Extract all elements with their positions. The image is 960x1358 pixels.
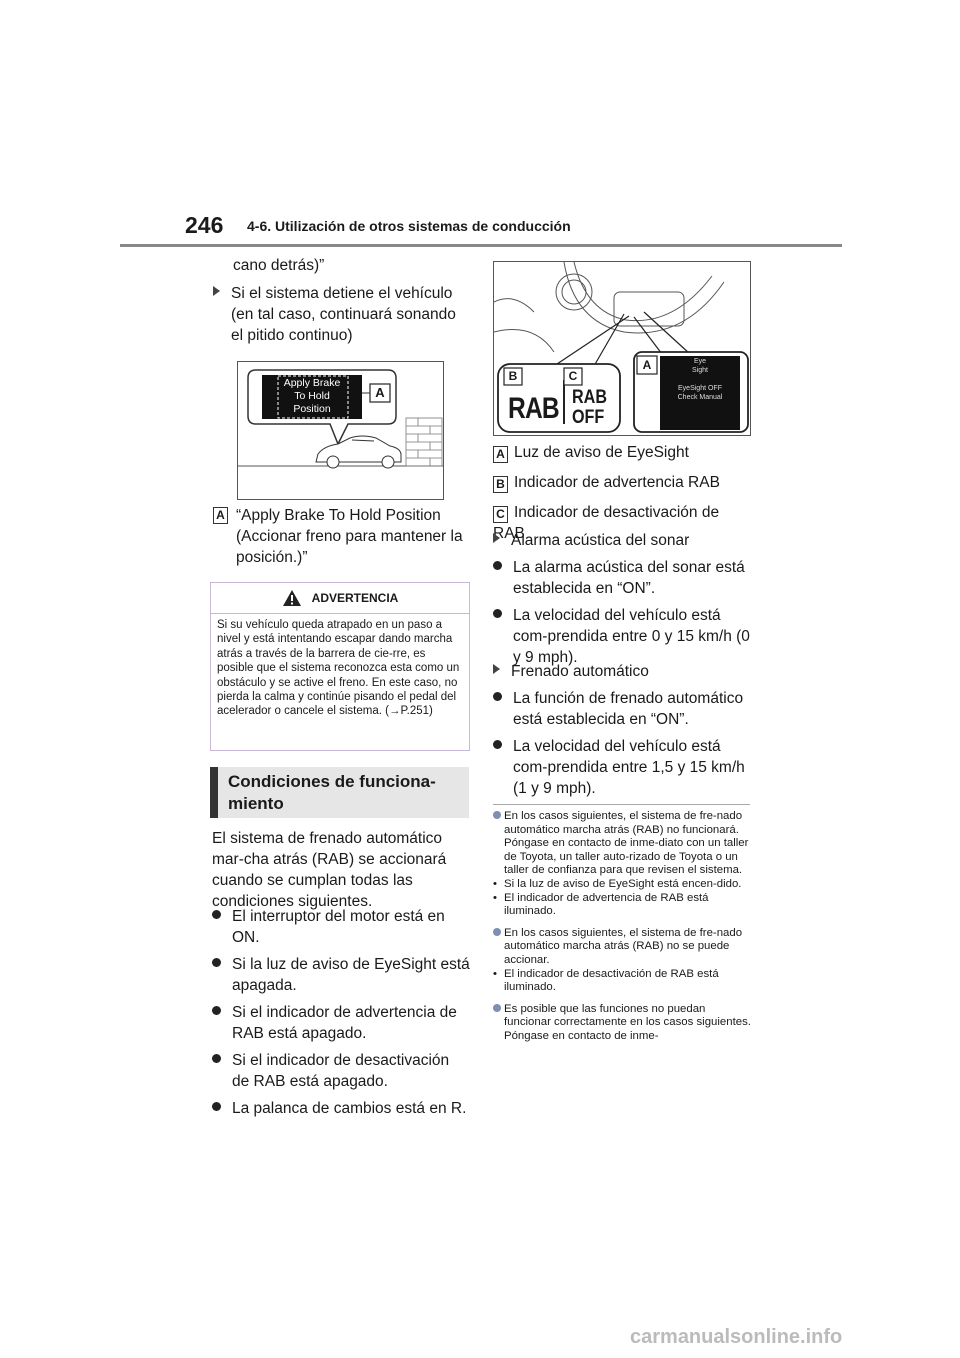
note-bullet-icon xyxy=(493,811,501,819)
display-message: Apply Brake To Hold Position xyxy=(283,377,341,415)
list-item: Si el indicador de advertencia de RAB está apagado. xyxy=(212,1002,470,1044)
list-item: La velocidad del vehículo está com-prendida entre 0 y 15 km/h (0 y 9 mph). xyxy=(493,605,751,668)
triangle-bullet-icon xyxy=(493,664,500,674)
bullet-stop: Si el sistema detiene el vehículo (en tal caso, continuará sonando el pitido continuo) xyxy=(213,283,468,346)
brake-section xyxy=(493,661,751,799)
figure-apply-brake xyxy=(237,361,444,500)
bullet-icon xyxy=(493,561,502,570)
note-bullet-icon xyxy=(493,928,501,936)
callout-a2: A xyxy=(642,358,652,372)
conditions-list xyxy=(212,906,470,1119)
bullet-icon xyxy=(493,692,502,701)
wall-icon xyxy=(406,418,442,466)
car-icon xyxy=(316,436,401,468)
list-item: El interruptor del motor está en ON. xyxy=(212,906,470,948)
bullet-icon xyxy=(212,958,221,967)
watermark: carmanualsonline.info xyxy=(630,1326,843,1348)
figure-dashboard xyxy=(493,261,751,436)
triangle-bullet-icon xyxy=(213,286,220,296)
list-item: Si el indicador de desactivación de RAB está apagado. xyxy=(212,1050,470,1092)
legend-item: A Luz de aviso de EyeSight xyxy=(493,442,753,463)
legend-item: C Indicador de desactivación de RAB xyxy=(493,504,720,542)
label-a-icon: A xyxy=(213,507,228,524)
conditions-intro: El sistema de frenado automático mar-cha atrás (RAB) se accionará cuando se cumplan todas las condiciones siguientes. xyxy=(212,830,447,910)
brake-title: Frenado automático xyxy=(493,661,751,682)
note-bullet-icon xyxy=(493,1004,501,1012)
list-item: La función de frenado automático está establecida en “ON”. xyxy=(493,688,751,730)
figure-legend xyxy=(493,442,753,544)
triangle-bullet-icon xyxy=(493,533,500,543)
callout-a: A xyxy=(375,385,385,400)
bullet-icon xyxy=(212,1102,221,1111)
bullet-icon xyxy=(212,910,221,919)
caption-a: A “Apply Brake To Hold Position (Accionar freno para mantener la posición.)” xyxy=(213,505,471,568)
warning-body: Si su vehículo queda atrapado en un paso a nivel y está intentando escapar dando marcha atrás a través de la barrera de cie-rre, es posible que el sistema reconozca esta como un obstáculo y se active el freno. En este caso, no pierda la calma y continúe pisando el pedal del acelerador o cancele el sistema. (→P.251) xyxy=(217,619,460,718)
warning-header: ADVERTENCIA xyxy=(211,583,469,614)
sonar-title: Alarma acústica del sonar xyxy=(493,530,751,551)
notes-section xyxy=(493,810,751,1044)
bullet-icon xyxy=(493,609,502,618)
note-item: Es posible que las funciones no puedan funcionar correctamente en los casos siguientes. Póngase en contacto de inme- xyxy=(493,1003,751,1044)
legend-item: B Indicador de advertencia RAB xyxy=(493,472,753,493)
bullet-icon xyxy=(493,740,502,749)
section-title: 4-6. Utilización de otros sistemas de conducción xyxy=(247,218,571,234)
list-item: Si la luz de aviso de EyeSight está apagada. xyxy=(212,954,470,996)
sonar-section xyxy=(493,530,751,668)
rab-off-indicator: RAB OFF xyxy=(572,387,607,428)
conditions-heading: Condiciones de funciona-miento xyxy=(210,767,469,818)
list-item: La palanca de cambios está en R. xyxy=(212,1098,470,1119)
list-item: La velocidad del vehículo está com-prendida entre 1,5 y 15 km/h (1 y 9 mph). xyxy=(493,736,751,799)
continued-text: cano detrás)” xyxy=(233,257,325,274)
note-item: En los casos siguientes, el sistema de fre-nado automático marcha atrás (RAB) no funcionará. Póngase en contacto de inme-diato con un taller de Toyota, un taller auto-rizado de Toyota o un taller de confianza para que revisen el sistema. • Si la luz de aviso de EyeSight está encen-dido. • El indicador de advertencia de RAB está iluminado. xyxy=(493,810,749,918)
callout-b: B xyxy=(508,369,518,383)
warning-icon xyxy=(282,589,302,607)
list-item: La alarma acústica del sonar está establecida en “ON”. xyxy=(493,557,751,599)
bullet-icon xyxy=(212,1054,221,1063)
header-divider xyxy=(120,244,842,247)
notes-divider xyxy=(493,804,750,805)
callout-c: C xyxy=(568,369,578,383)
page-number: 246 xyxy=(185,212,224,238)
bullet-icon xyxy=(212,1006,221,1015)
eyesight-screen: Eye Sight EyeSight OFF Check Manual xyxy=(677,358,723,401)
note-item: En los casos siguientes, el sistema de fre-nado automático marcha atrás (RAB) no se puede accionar. • El indicador de desactivación de RAB está iluminado. xyxy=(493,926,743,994)
rab-warning-indicator: RAB xyxy=(508,392,559,425)
warning-box xyxy=(210,582,470,751)
